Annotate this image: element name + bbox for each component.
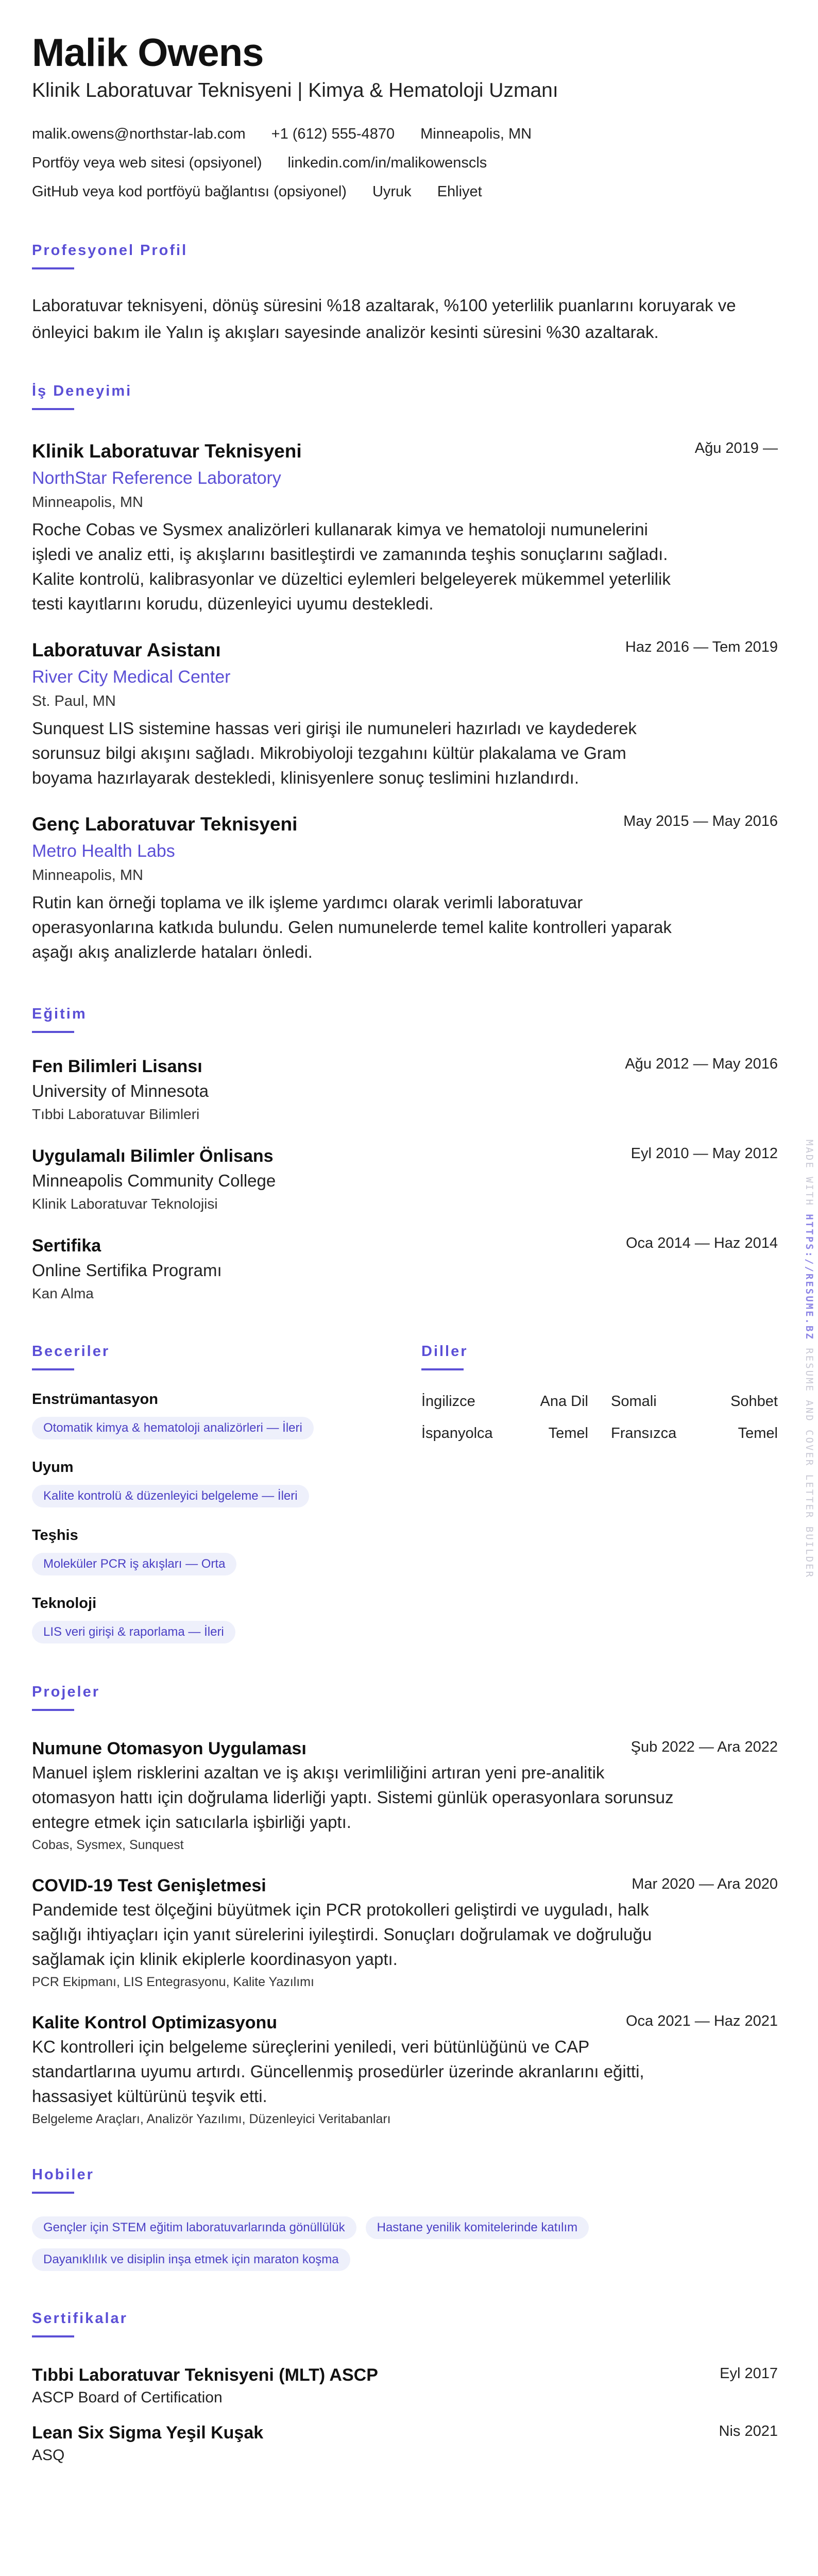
language-item (421, 1391, 588, 1412)
experience-location: Minneapolis, MN (32, 867, 143, 884)
experience-location: St. Paul, MN (32, 693, 116, 709)
education-school: University of Minnesota (32, 1081, 209, 1100)
project-entry (32, 2011, 778, 2129)
profile-section (32, 242, 778, 346)
skill-group (32, 1389, 421, 1439)
experience-role: Laboratuvar Asistanı (32, 639, 221, 660)
contact-nationality: Uyruk (372, 183, 412, 200)
skill-group (32, 1457, 421, 1507)
project-dates: Mar 2020 — Ara 2020 (632, 1876, 778, 1892)
skill-tag: LIS veri girişi & raporlama — İleri (32, 1621, 235, 1643)
skill-group (32, 1525, 421, 1575)
section-title-profile: Profesyonel Profil (32, 242, 188, 259)
experience-company: Metro Health Labs (32, 841, 175, 861)
project-name: Numune Otomasyon Uygulaması (32, 1739, 306, 1758)
project-entry (32, 1874, 778, 1992)
education-dates: Eyl 2010 — May 2012 (630, 1145, 778, 1162)
hobby-tag: Gençler için STEM eğitim laboratuvarlarında gönüllülük (32, 2216, 356, 2239)
language-level: Ana Dil (540, 1393, 588, 1410)
education-school: Online Sertifika Programı (32, 1261, 222, 1280)
contact-linkedin[interactable]: linkedin.com/in/malikowenscls (287, 155, 487, 171)
hobby-tag: Dayanıklılık ve disiplin inşa etmek için maraton koşma (32, 2248, 350, 2271)
project-tools: Cobas, Sysmex, Sunquest (32, 1838, 184, 1852)
language-level: Sohbet (730, 1393, 778, 1410)
contact-license: Ehliyet (437, 183, 482, 200)
section-title-experience: İş Deneyimi (32, 383, 132, 399)
education-degree: Uygulamalı Bilimler Önlisans (32, 1146, 274, 1166)
section-title-languages: Diller (421, 1343, 468, 1360)
skill-name: Teknoloji (32, 1595, 97, 1612)
languages-section (421, 1343, 778, 1643)
project-dates: Oca 2021 — Haz 2021 (625, 2013, 778, 2029)
contact-info (32, 120, 778, 206)
certifications-section (32, 2310, 778, 2466)
skills-section (32, 1343, 421, 1643)
skill-tag: Otomatik kimya & hematoloji analizörleri — İleri (32, 1417, 314, 1439)
certification-issuer: ASCP Board of Certification (32, 2389, 223, 2406)
education-field: Klinik Laboratuvar Teknolojisi (32, 1196, 218, 1212)
project-tools: PCR Ekipmanı, LIS Entegrasyonu, Kalite Yazılımı (32, 1975, 314, 1989)
candidate-name: Malik Owens (32, 31, 264, 75)
resume-header (32, 31, 778, 206)
experience-description: Sunquest LIS sistemine hassas veri girişi ile numuneleri hazırladı ve kaydederek sorunsuz bilgi akışını sağladı. Mikrobiyoloji tezgahını kültür plakalama ve Gram boyama hazırlayarak destekledi, klinisyenlere sonuç teslimini hızlandırdı. (32, 719, 637, 787)
contact-phone[interactable]: +1 (612) 555-4870 (271, 126, 395, 142)
language-level: Temel (548, 1425, 588, 1442)
contact-location: Minneapolis, MN (420, 126, 532, 142)
experience-role: Genç Laboratuvar Teknisyeni (32, 814, 298, 835)
skill-name: Uyum (32, 1459, 74, 1476)
section-divider (32, 2192, 74, 2194)
skill-name: Enstrümantasyon (32, 1391, 158, 1408)
project-description: Pandemide test ölçeğini büyütmek için PCR protokolleri geliştirdi ve uyguladı, halk sağlığı ihtiyaçları için yanıt sürelerini iyileştirdi. Sonuçları doğrulamak ve doğruluğu sağlamak için klinik ekiplerle koordinasyon yaptı. (32, 1900, 652, 1969)
language-name: İspanyolca (421, 1425, 493, 1442)
education-degree: Fen Bilimleri Lisansı (32, 1057, 202, 1076)
experience-description: Rutin kan örneği toplama ve ilk işleme yardımcı olarak verimli laboratuvar operasyonlarına katkıda bulundu. Gelen numunelerde temel kalite kontrolleri yaparak aşağı akış analizlerde hataları önledi. (32, 893, 672, 961)
section-title-projects: Projeler (32, 1684, 100, 1700)
languages-list (421, 1391, 778, 1444)
language-item (611, 1423, 778, 1444)
experience-section (32, 383, 778, 964)
skill-tag: Moleküler PCR iş akışları — Orta (32, 1553, 236, 1575)
project-description: Manuel işlem risklerini azaltan ve iş akışı verimliliğini artıran yeni pre-analitik otomasyon hattı için doğrulama liderliği yaptı. Sistemi günlük operasyonlara sorunsuz entegre etmek için satıcılarla işbirliği yaptı. (32, 1763, 674, 1832)
profile-summary: Laboratuvar teknisyeni, dönüş süresini %18 azaltarak, %100 yeterlilik puanlarını koruyarak ve önleyici bakım ile Yalın iş akışları sayesinde analizör kesinti süresini %30 azaltarak. (32, 296, 736, 342)
education-entry (32, 1143, 778, 1215)
language-name: Fransızca (611, 1425, 677, 1442)
section-divider (32, 267, 74, 269)
section-title-hobbies: Hobiler (32, 2166, 94, 2183)
project-entry (32, 1737, 778, 1855)
candidate-headline: Klinik Laboratuvar Teknisyeni | Kimya & Hematoloji Uzmanı (32, 79, 558, 101)
section-title-certifications: Sertifikalar (32, 2310, 128, 2327)
project-tools: Belgeleme Araçları, Analizör Yazılımı, Düzenleyici Veritabanları (32, 2112, 391, 2126)
experience-description: Roche Cobas ve Sysmex analizörleri kullanarak kimya ve hematoloji numunelerini işledi ve analiz etti, iş akışlarını basitleştirdi ve zamanında teşhis sonuçlarını sağladı. Kalite kontrolü, kalibrasyonlar ve düzeltici eylemleri belgeleyerek mükemmel yeterlilik testi kayıtlarını korudu, düzenleyici uyumu destekledi. (32, 520, 671, 613)
language-item (611, 1391, 778, 1412)
contact-email[interactable]: malik.owens@northstar-lab.com (32, 126, 246, 142)
made-with-text (804, 1140, 815, 1579)
experience-entry (32, 637, 778, 790)
certification-name: Tıbbi Laboratuvar Teknisyeni (MLT) ASCP (32, 2365, 378, 2385)
education-entry (32, 1233, 778, 1305)
project-name: COVID-19 Test Genişletmesi (32, 1876, 266, 1895)
certification-name: Lean Six Sigma Yeşil Kuşak (32, 2423, 264, 2443)
experience-entry (32, 811, 778, 964)
contact-portfolio[interactable]: Portföy veya web sitesi (opsiyonel) (32, 155, 262, 171)
education-degree: Sertifika (32, 1236, 101, 1256)
experience-location: Minneapolis, MN (32, 494, 143, 511)
resume-bz-link[interactable]: HTTPS://RESUME.BZ (804, 1214, 815, 1341)
education-dates: Oca 2014 — Haz 2014 (625, 1235, 778, 1251)
experience-entry (32, 438, 778, 616)
experience-dates: Ağu 2019 — (694, 440, 778, 456)
experience-dates: Haz 2016 — Tem 2019 (625, 639, 778, 655)
made-with-prefix: MADE WITH (804, 1140, 815, 1207)
skills-languages-row (32, 1343, 778, 1643)
language-level: Temel (738, 1425, 778, 1442)
education-dates: Ağu 2012 — May 2016 (625, 1056, 778, 1072)
experience-company: River City Medical Center (32, 667, 231, 687)
experience-company: NorthStar Reference Laboratory (32, 468, 281, 488)
project-description: KC kontrolleri için belgeleme süreçlerini yeniledi, veri bütünlüğünü ve CAP standartlarına uyumu artırdı. Güncellenmiş prosedürler üzerinde akranlarını eğitti, hassasiyet kültürünü teşvik etti. (32, 2037, 644, 2106)
certification-date: Eyl 2017 (720, 2365, 778, 2382)
certification-date: Nis 2021 (719, 2423, 778, 2439)
skill-name: Teşhis (32, 1527, 78, 1544)
education-section (32, 1006, 778, 1305)
section-divider (32, 1031, 74, 1033)
resume-content (32, 31, 778, 2466)
project-name: Kalite Kontrol Optimizasyonu (32, 2013, 278, 2032)
certification-issuer: ASQ (32, 2447, 65, 2464)
section-divider (32, 1709, 74, 1711)
hobbies-section (32, 2166, 778, 2271)
section-divider (32, 408, 74, 410)
hobbies-list (32, 2216, 650, 2271)
made-with-label (803, 1140, 818, 1579)
section-title-skills: Beceriler (32, 1343, 110, 1360)
certification-entry (32, 2363, 778, 2409)
projects-section (32, 1684, 778, 2129)
made-with-suffix: RESUME AND COVER LETTER BUILDER (804, 1348, 815, 1579)
project-dates: Şub 2022 — Ara 2022 (630, 1739, 778, 1755)
section-divider (32, 1368, 74, 1370)
language-name: Somali (611, 1393, 657, 1410)
skill-group (32, 1593, 421, 1643)
hobby-tag: Hastane yenilik komitelerinde katılım (366, 2216, 589, 2239)
section-divider (421, 1368, 464, 1370)
education-field: Tıbbi Laboratuvar Bilimleri (32, 1106, 200, 1122)
certification-entry (32, 2421, 778, 2466)
contact-github[interactable]: GitHub veya kod portföyü bağlantısı (opsiyonel) (32, 183, 347, 200)
section-divider (32, 2335, 74, 2337)
education-field: Kan Alma (32, 1285, 94, 1301)
education-entry (32, 1054, 778, 1126)
language-item (421, 1423, 588, 1444)
experience-dates: May 2015 — May 2016 (623, 813, 778, 829)
skill-tag: Kalite kontrolü & düzenleyici belgeleme — İleri (32, 1485, 309, 1507)
section-title-education: Eğitim (32, 1006, 87, 1022)
education-school: Minneapolis Community College (32, 1171, 276, 1190)
language-name: İngilizce (421, 1393, 475, 1410)
experience-role: Klinik Laboratuvar Teknisyeni (32, 440, 302, 462)
